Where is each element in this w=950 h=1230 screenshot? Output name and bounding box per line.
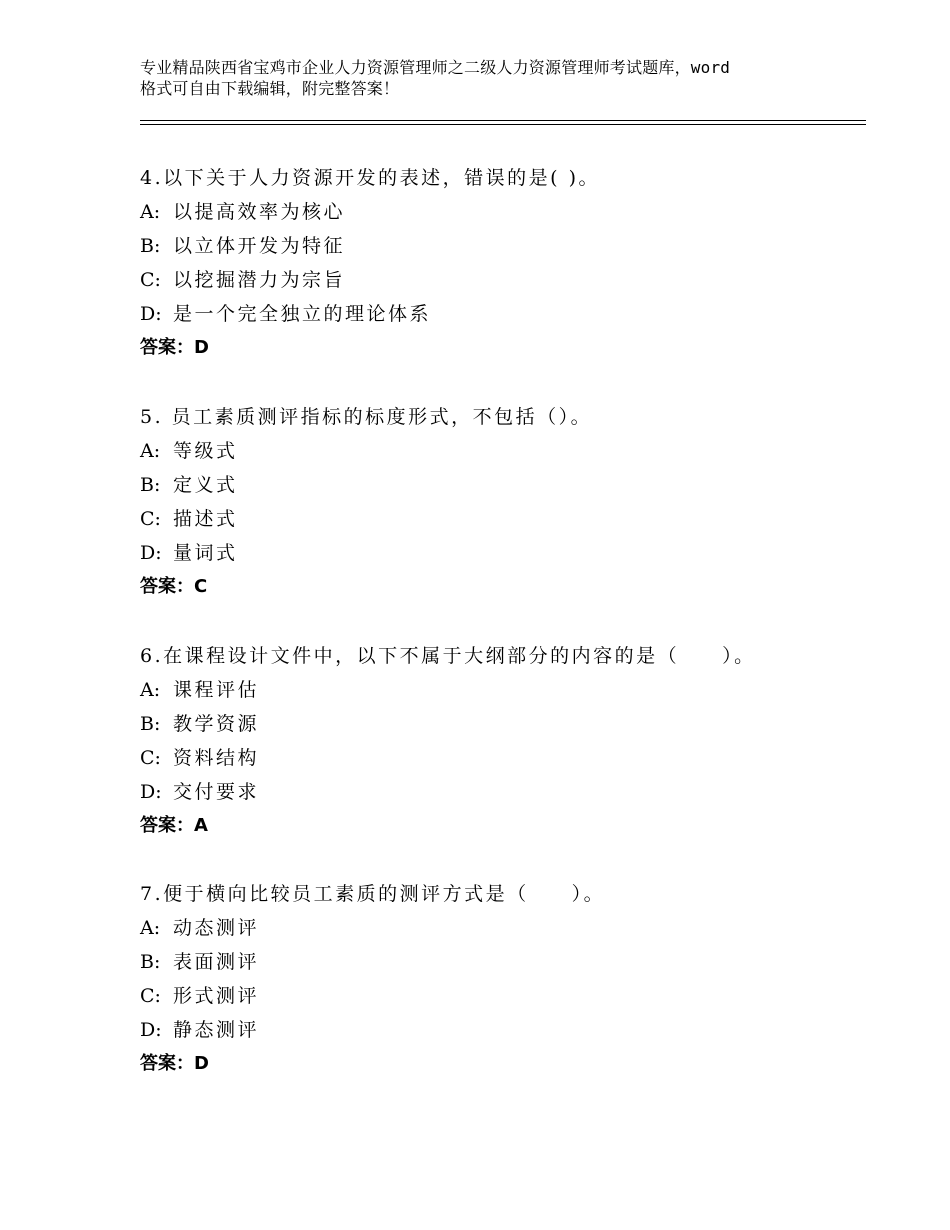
answer-text: 答案：D bbox=[140, 1053, 209, 1074]
header-divider bbox=[140, 120, 866, 125]
option-d bbox=[140, 297, 860, 331]
option-letter: D: bbox=[140, 781, 162, 803]
question-text: 4.以下关于人力资源开发的表述，错误的是( )。 bbox=[140, 167, 600, 189]
question-text: 5. 员工素质测评指标的标度形式，不包括（）。 bbox=[140, 406, 593, 428]
option-text: 量词式 bbox=[173, 542, 238, 564]
option-letter: A: bbox=[140, 917, 161, 939]
option-b bbox=[140, 945, 860, 979]
option-a bbox=[140, 434, 860, 468]
option-letter: B: bbox=[140, 713, 161, 735]
answer-text: 答案：D bbox=[140, 337, 209, 358]
option-letter: A: bbox=[140, 679, 161, 701]
option-text: 以提高效率为核心 bbox=[173, 201, 346, 223]
answer-text: 答案：C bbox=[140, 576, 208, 597]
question-text: 6.在课程设计文件中，以下不属于大纲部分的内容的是（ ）。 bbox=[140, 645, 756, 667]
option-letter: C: bbox=[140, 985, 161, 1007]
option-letter: B: bbox=[140, 951, 161, 973]
document-header bbox=[140, 57, 840, 99]
question-text: 7.便于横向比较员工素质的测评方式是（ ）。 bbox=[140, 883, 606, 905]
option-text: 动态测评 bbox=[173, 917, 260, 939]
option-a bbox=[140, 911, 860, 945]
option-letter: B: bbox=[140, 235, 161, 257]
option-text: 描述式 bbox=[173, 508, 238, 530]
option-letter: C: bbox=[140, 269, 161, 291]
question-6 bbox=[140, 639, 860, 843]
question-7 bbox=[140, 877, 860, 1081]
option-c bbox=[140, 502, 860, 536]
option-letter: B: bbox=[140, 474, 161, 496]
option-text: 等级式 bbox=[173, 440, 238, 462]
option-text: 交付要求 bbox=[173, 781, 260, 803]
option-b bbox=[140, 229, 860, 263]
option-text: 资料结构 bbox=[173, 747, 260, 769]
question-4 bbox=[140, 161, 860, 365]
option-d bbox=[140, 775, 860, 809]
option-b bbox=[140, 468, 860, 502]
answer-text: 答案：A bbox=[140, 815, 208, 836]
option-c bbox=[140, 741, 860, 775]
option-letter: C: bbox=[140, 747, 161, 769]
header-title-line-2: 格式可自由下载编辑，附完整答案！ bbox=[140, 79, 400, 98]
option-letter: A: bbox=[140, 440, 161, 462]
option-a bbox=[140, 673, 860, 707]
option-text: 以挖掘潜力为宗旨 bbox=[173, 269, 346, 291]
option-c bbox=[140, 263, 860, 297]
header-title-line-1: 专业精品陕西省宝鸡市企业人力资源管理师之二级人力资源管理师考试题库，word bbox=[140, 58, 731, 77]
option-a bbox=[140, 195, 860, 229]
option-letter: D: bbox=[140, 542, 162, 564]
option-letter: D: bbox=[140, 1019, 162, 1041]
option-text: 以立体开发为特征 bbox=[173, 235, 346, 257]
question-5 bbox=[140, 400, 860, 604]
option-text: 定义式 bbox=[173, 474, 238, 496]
option-text: 静态测评 bbox=[173, 1019, 260, 1041]
option-text: 课程评估 bbox=[173, 679, 260, 701]
option-letter: A: bbox=[140, 201, 161, 223]
option-d bbox=[140, 1013, 860, 1047]
option-c bbox=[140, 979, 860, 1013]
option-letter: D: bbox=[140, 303, 162, 325]
option-text: 表面测评 bbox=[173, 951, 260, 973]
option-text: 形式测评 bbox=[173, 985, 260, 1007]
option-letter: C: bbox=[140, 508, 161, 530]
option-text: 教学资源 bbox=[173, 713, 260, 735]
option-text: 是一个完全独立的理论体系 bbox=[173, 303, 432, 325]
option-d bbox=[140, 536, 860, 570]
option-b bbox=[140, 707, 860, 741]
